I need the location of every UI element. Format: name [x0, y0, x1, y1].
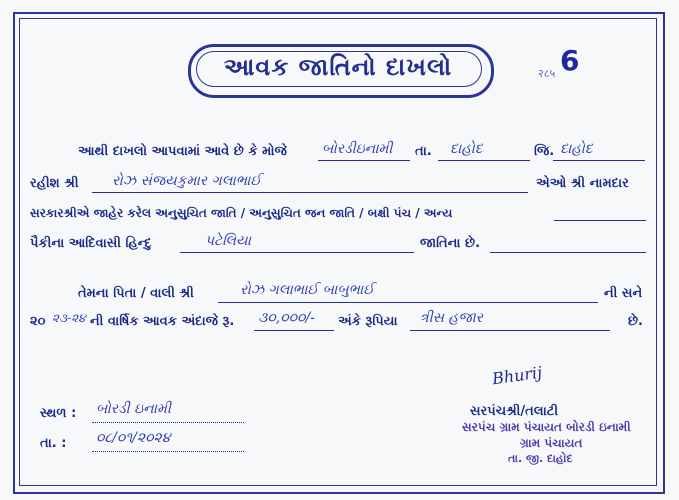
- district-label: જિ.: [534, 144, 555, 159]
- caste-value: પટેલિયા: [205, 233, 251, 249]
- caste-category-line: સરકારશ્રીએ જાહેર કરેલ અનુસુચિત જાતિ / અનુસુચિત જન જાતિ / બક્ષી પંચ / અન્ય: [30, 206, 453, 220]
- district-rule: [553, 160, 645, 161]
- resident-suffix: એઓ શ્રી નામદાર: [536, 176, 629, 191]
- father-suffix: ની સને: [604, 286, 643, 301]
- stamp-line-3: તા. જી. દાહોદ: [508, 452, 573, 465]
- caste-end-rule: [490, 252, 646, 253]
- date-value: ૦૮/૦૧/૨૦૨૪: [96, 430, 171, 446]
- category-rule: [554, 220, 646, 221]
- caste-suffix: જાતિના છે.: [420, 236, 481, 251]
- income-end: છે.: [628, 314, 643, 329]
- caste-rule: [180, 252, 414, 253]
- income-amount: ૩૦,૦૦૦/-: [258, 310, 315, 326]
- corner-number: 6: [560, 44, 580, 77]
- father-name: રોઝ ગલાભાઈ બાબુભાઈ: [240, 282, 375, 298]
- place-label: સ્થળ :: [40, 406, 77, 421]
- stamp-line-2: ગ્રામ પંચાયત: [520, 436, 583, 450]
- corner-note: २८५: [538, 67, 556, 80]
- sarpanch-label: સરપંચશ્રી/તલાટી: [470, 404, 559, 419]
- place-value: બોરડી ઇનામી: [96, 401, 171, 417]
- resident-name: રોઝ સંજયકુમાર ગલાભાઈ: [112, 173, 262, 189]
- district-value: દાહોદ: [560, 141, 593, 157]
- line1-prefix: આથી દાખલો આપવામાં આવે છે કે મોજે: [78, 144, 287, 159]
- amount-rule: [254, 330, 334, 331]
- official-signature: Bhurij: [490, 362, 544, 389]
- stamp-line-1: સરપંચ ગ્રામ પંચાયત બોરડી ઇનામી: [462, 420, 631, 434]
- village-rule: [318, 160, 410, 161]
- father-label: તેમના પિતા / વાલી શ્રી: [78, 286, 194, 301]
- taluka-label: તા.: [415, 144, 432, 159]
- father-rule: [218, 302, 598, 303]
- tribal-label: પૈકીના આદિવાસી હિન્દુ: [30, 236, 152, 251]
- taluka-value: દાહોદ: [450, 141, 483, 157]
- year-value: ૨૩-૨૪: [52, 311, 86, 325]
- resident-label: રહીશ શ્રી: [30, 176, 79, 191]
- name-rule: [92, 192, 528, 193]
- amount-words: ત્રીસ હજાર: [420, 310, 483, 326]
- words-rule: [410, 330, 610, 331]
- village-value: બોરડીઇનામી: [322, 141, 393, 157]
- place-rule: [92, 422, 244, 423]
- year-prefix: ૨૦: [30, 314, 46, 329]
- income-text: ની વાર્ષિક આવક અંદાજે રૂ.: [90, 314, 235, 329]
- taluka-rule: [438, 160, 530, 161]
- amount-words-label: અંકે રૂપિયા: [338, 314, 398, 329]
- certificate-title: આવક જાતિનો દાખલો: [223, 53, 453, 81]
- date-rule: [92, 451, 244, 452]
- date-label: તા. :: [40, 436, 67, 451]
